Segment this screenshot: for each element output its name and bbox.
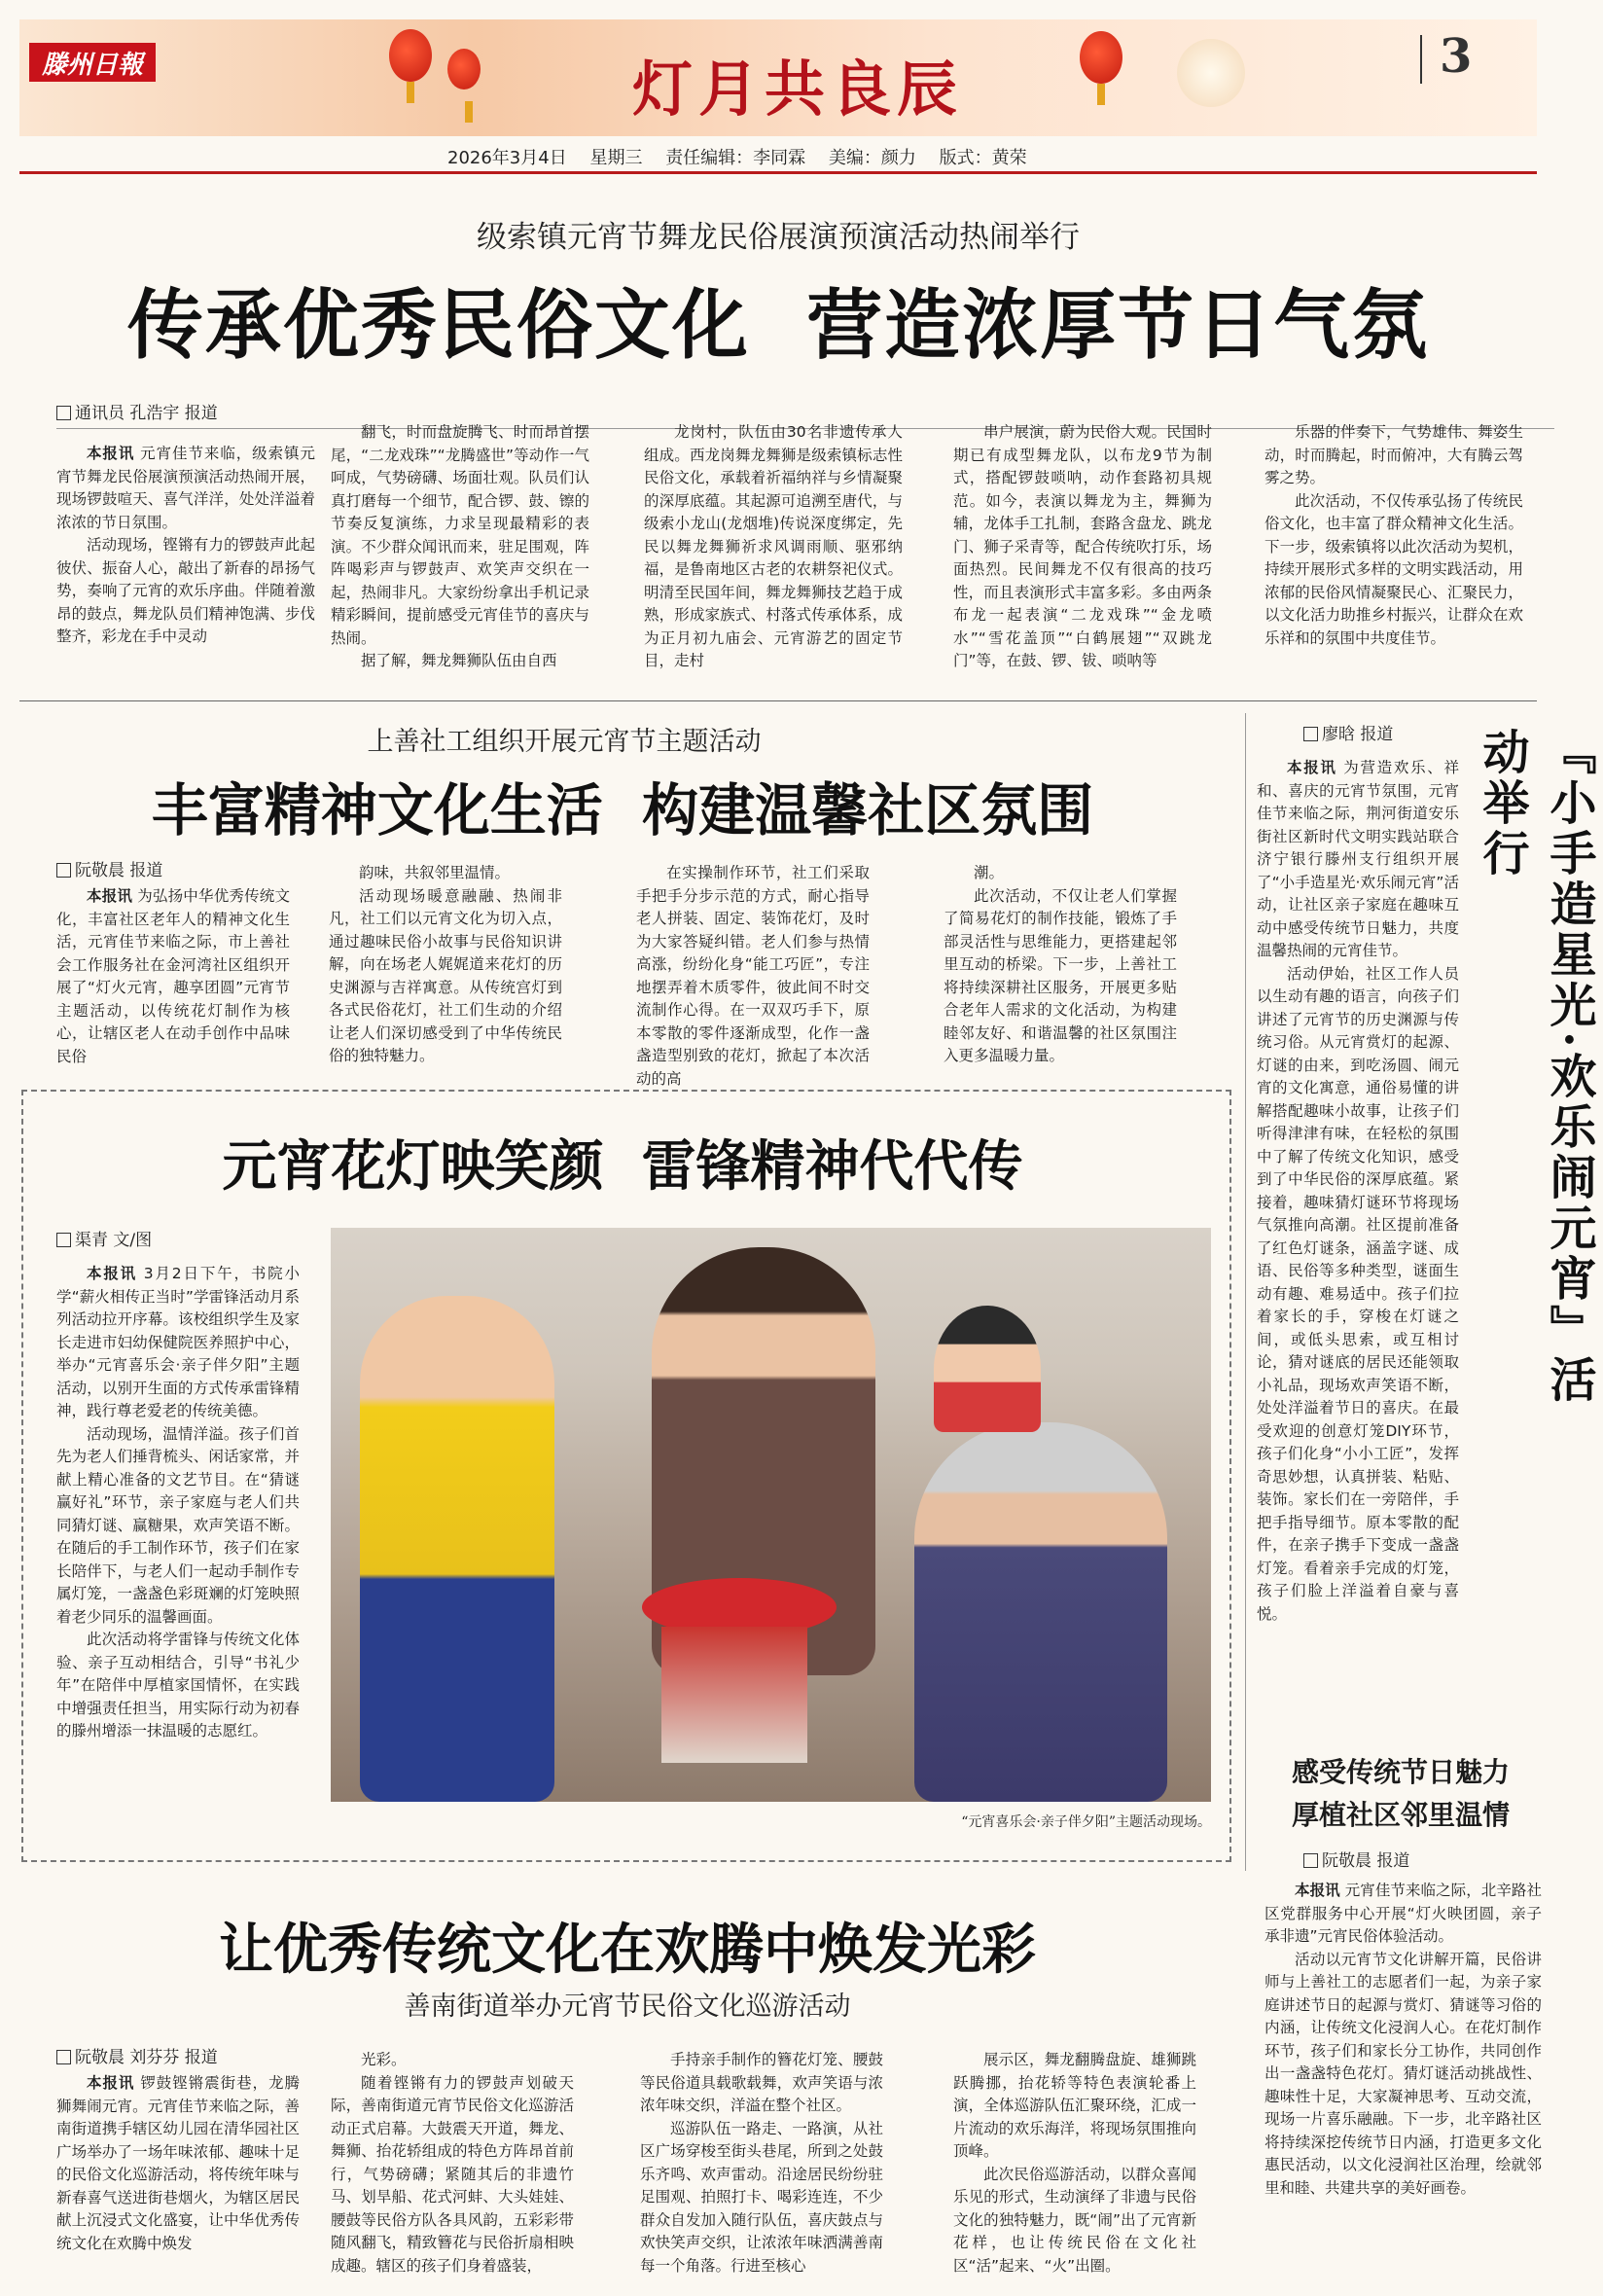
paragraph: 此次活动，不仅传承弘扬了传统民俗文化，也丰富了群众精神文化生活。下一步，级索镇将以此次活动为契机，持续开展形式多样的文明实践活动，用浓郁的民俗风情凝聚民心、汇聚民力，以文化活力助推乡村振兴，让群众在欢乐祥和的氛围中共度佳节。 — [1265, 491, 1523, 647]
paragraph: 翻飞，时而盘旋腾飞、时而昂首摆尾，“二龙戏珠”“龙腾盛世”等动作一气呵成，气势磅礴、场面壮观。队员们认真打磨每一个细节，配合锣、鼓、镲的节奏反复演练，力求呈现最精彩的表演。不少群众闻讯而来，驻足围观，阵阵喝彩声与锣鼓声、欢笑声交织在一起，热闹非凡。大家纷纷拿出手机记录精彩瞬间，提前感受元宵佳节的喜庆与热闹。 — [331, 423, 589, 647]
article2-col — [944, 862, 1177, 1080]
paragraph: 活动伊始，社区工作人员以生动有趣的语言，向孩子们讲述了元宵节的历史渊源与传统习俗。从元宵赏灯的起源、灯谜的由来，到吃汤圆、闹元宵的文化寓意，通俗易懂的讲解搭配趣味小故事，让孩子们听得津津有味，在轻松的氛围中了解了传统文化知识，感受到了中华民俗的深厚底蕴。紧接着，趣味猜灯谜环节将现场气氛推向高潮。社区提前准备了红色灯谜条，涵盖字谜、成语、民俗等多种类型，谜面生动有趣、难易适中。孩子们拉着家长的手，穿梭在灯谜之间，或低头思索，或互相讨论，猜对谜底的居民还能领取小礼品，现场欢声笑语不断，处处洋溢着节日的喜庆。在最受欢迎的创意灯笼DIY环节，孩子们化身“小小工匠”，发挥奇思妙想，认真拼装、粘贴、装饰。家长们在一旁陪伴，手把手指导细节。原本零散的配件，在亲子携手下变成一盏盏灯笼。看着亲手完成的灯笼，孩子们脸上洋溢着自豪与喜悦。 — [1257, 964, 1459, 1623]
issue-meta — [447, 144, 1045, 169]
lantern-icon — [1080, 31, 1122, 84]
paragraph: 活动现场暖意融融、热闹非凡，社工们以元宵文化为切入点，通过趣味民俗小故事与民俗知识讲解，向在场老人娓娓道来花灯的历史渊源与吉祥寓意。从传统宫灯到各式民俗花灯，社工们生动的介绍让老人们深切感受到了中华传统民俗的独特魅力。 — [329, 886, 562, 1064]
editor-credit: 责任编辑：李同霖 — [665, 148, 806, 168]
paragraph: 龙岗村，队伍由30名非遗传承人组成。西龙岗舞龙舞狮是级索镇标志性民俗文化，承载着祈福纳祥与乡情凝聚的深厚底蕴。其起源可追溯至唐代，与级索小龙山(龙烟堆)传说深度绑定，先民以舞龙舞狮祈求风调雨顺、驱邪纳福，是鲁南地区古老的农耕祭祀仪式。明清至民国年间，舞龙舞狮技艺趋于成熟，形成家族式、村落式传承体系，成为正月初九庙会、元宵游艺的固定节目，走村 — [644, 423, 903, 669]
article2-title: 丰富精神文化生活 构建温馨社区氛围 — [151, 777, 1094, 843]
student-figure — [934, 1306, 1041, 1432]
page-theme-title: 灯月共良辰 — [632, 54, 964, 125]
article5-title-line: 厚植社区邻里温情 — [1291, 1799, 1510, 1831]
paragraph: 本报讯 为营造欢乐、祥和、喜庆的元宵节氛围，元宵佳节来临之际，荆河街道安乐街社区新时代文明实践站联合济宁银行滕州支行组织开展了“小手造星光·欢乐闹元宵”活动，让社区亲子家庭在趣味互动中感受传统节日魅力，共度温馨热闹的元宵佳节。 — [1257, 759, 1459, 959]
paragraph: 本报讯 元宵佳节来临之际，北辛路社区党群服务中心开展“灯火映团圆，亲子承非遗”元宵民俗体验活动。 — [1265, 1882, 1542, 1945]
article6-col — [640, 2049, 883, 2291]
article4-col — [1257, 757, 1459, 1730]
paragraph: 展示区，舞龙翻腾盘旋、雄狮跳跃腾挪，抬花轿等特色表演轮番上演，全体巡游队伍汇聚环绕，汇成一片流动的欢乐海洋，将现场氛围推向顶峰。 — [953, 2051, 1196, 2160]
article2-col — [636, 862, 870, 1088]
article6-col — [56, 2072, 300, 2291]
paragraph: 串户展演，蔚为民俗大观。民国时期已有成型舞龙队，以布龙9节为制式，搭配锣鼓唢呐，动作套路初具规范。如今，表演以舞龙为主，舞狮为辅，龙体手工扎制，套路含盘龙、跳龙门、狮子采青等，配合传统吹打乐，场面热烈。民间舞龙不仅有很高的技巧性，而且表演形式丰富多彩。多由两条布龙一起表演“二龙戏珠”“金龙喷水”“雪花盖顶”“白鹤展翅”“双跳龙门”等，在鼓、锣、钹、唢呐等 — [953, 423, 1212, 669]
article3-photo — [331, 1228, 1211, 1802]
article1-col — [953, 421, 1212, 681]
article6-col — [331, 2049, 574, 2291]
article1-subtitle: 级索镇元宵节舞龙民俗展演预演活动热闹举行 — [477, 220, 1080, 255]
art-credit: 美编：颜力 — [828, 148, 916, 168]
article1-col — [1265, 421, 1523, 681]
article6-byline: 阮敬晨 刘芬芬 报道 — [56, 2043, 218, 2067]
article1-title: 传承优秀民俗文化 营造浓厚节日气氛 — [126, 282, 1430, 370]
lantern-icon — [447, 49, 481, 90]
paragraph: 随着铿锵有力的锣鼓声划破天际，善南街道元宵节民俗文化巡游活动正式启幕。大鼓震天开道，舞龙、舞狮、抬花轿组成的特色方阵昂首前行，气势磅礴；紧随其后的非遗竹马、划旱船、花式河蚌、大头娃娃、腰鼓等民俗方队各具风韵，五彩彩带随风翻飞，精致簪花与民俗折扇相映成趣。辖区的孩子们身着盛装， — [331, 2073, 574, 2275]
paragraph: 本报讯 锣鼓铿锵震街巷，龙腾狮舞闹元宵。元宵佳节来临之际，善南街道携手辖区幼儿园在清华园社区广场举办了一场年味浓郁、趣味十足的民俗文化巡游活动，将传统年味与新春喜气送进街巷烟火，为辖区居民献上沉浸式文化盛宴，让中华优秀传统文化在欢腾中焕发 — [56, 2074, 300, 2252]
paragraph: 据了解，舞龙舞狮队伍由自西 — [361, 652, 557, 669]
article2-subtitle: 上善社工组织开展元宵节主题活动 — [367, 727, 762, 757]
article4-title: 『小手造星光·欢乐闹元宵』活动举行 — [1475, 728, 1596, 1406]
page-number: 3 — [1440, 29, 1473, 84]
paragraph: 在实操制作环节，社工们采取手把手分步示范的方式，耐心指导老人拼装、固定、装饰花灯，及时为大家答疑纠错。老人们参与热情高涨，纷纷化身“能工巧匠”，专注地摆弄着木质零件，彼此间不时交流制作心得。在一双双巧手下，原本零散的零件逐渐成型，化作一盏盏造型别致的花灯，掀起了本次活动的高 — [636, 864, 870, 1088]
article3-byline: 渠青 文/图 — [56, 1226, 152, 1250]
paragraph: 此次民俗巡游活动，以群众喜闻乐见的形式，生动演绎了非遗与民俗文化的独特魅力，既“闹”出了元宵新花样，也让传统民俗在文化社区“活”起来、“火”出圈。 — [953, 2165, 1196, 2275]
article3-col — [56, 1263, 300, 1842]
article1-body — [56, 423, 1554, 681]
article6-col — [953, 2049, 1196, 2291]
elder-figure — [914, 1422, 1167, 1802]
issue-weekday: 星期三 — [589, 148, 643, 168]
lantern-icon — [389, 29, 432, 82]
article2-col — [329, 862, 562, 1080]
article2-col — [56, 885, 290, 1080]
paragraph: 本报讯 元宵佳节来临，级索镇元宵节舞龙民俗展演预演活动热闹开展，现场锣鼓喧天、喜气洋洋，处处洋溢着浓浓的节日氛围。 — [56, 445, 315, 531]
article1-col — [331, 421, 589, 681]
paragraph: 活动现场，温情洋溢。孩子们首先为老人们捶背梳头、闲话家常，并献上精心准备的文艺节目。在“猜谜赢好礼”环节，亲子家庭与老人们共同猜灯谜、赢糖果，欢声笑语不断。在随后的手工制作环节，孩子们在家长陪伴下，与老人们一起动手制作专属灯笼，一盏盏色彩斑斓的灯笼映照着老少同乐的温馨画面。 — [56, 1424, 300, 1626]
paragraph: 巡游队伍一路走、一路演，从社区广场穿梭至街头巷尾，所到之处鼓乐齐鸣、欢声雷动。沿途居民纷纷驻足围观、拍照打卡、喝彩连连，不少群众自发加入随行队伍，喜庆鼓点与欢快笑声交织，让浓浓年味洒满善南每一个角落。行进至核心 — [640, 2119, 883, 2275]
paragraph: 韵味，共叙邻里温情。 — [359, 864, 511, 881]
article5-title — [1255, 1751, 1547, 1837]
paragraph: 此次活动，不仅让老人们掌握了简易花灯的制作技能，锻炼了手部灵活性与思维能力，更搭建起邻里互动的桥梁。下一步，上善社工将持续深耕社区服务，开展更多贴合老年人需求的文化活动，为构建睦邻友好、和谐温馨的社区氛围注入更多温暖力量。 — [944, 886, 1177, 1064]
paragraph: 手持亲手制作的簪花灯笼、腰鼓等民俗道具载歌载舞，欢声笑语与浓浓年味交织，洋溢在整个社区。 — [640, 2051, 883, 2114]
article2-byline: 阮敬晨 报道 — [56, 856, 162, 880]
article5-col — [1265, 1880, 1542, 2288]
paragraph: 光彩。 — [361, 2051, 407, 2068]
header-rule — [19, 171, 1537, 174]
child-figure — [360, 1296, 554, 1802]
paragraph: 此次活动将学雷锋与传统文化体验、亲子互动相结合，引导“书礼少年”在陪伴中厚植家国情怀，在实践中增强责任担当，用实际行动为初春的滕州增添一抹温暖的志愿红。 — [56, 1631, 300, 1740]
issue-date: 2026年3月4日 — [447, 148, 567, 168]
article6-subtitle: 善南街道举办元宵节民俗文化巡游活动 — [404, 1991, 851, 2022]
paragraph: 活动以元宵节文化讲解开篇，民俗讲师与上善社工的志愿者们一起，为亲子家庭讲述节日的起源与赏灯、猜谜等习俗的内涵，让传统文化浸润人心。在花灯制作环节，孩子们和家长分工协作，共同创作出一盏盏特色花灯。猜灯谜活动挑战性、趣味性十足，大家凝神思考、互动交流，现场一片喜乐融融。下一步，北辛路社区将持续深挖传统节日内涵，打造更多文化惠民活动，以文化浸润社区治理，绘就邻里和睦、共建共享的美好画卷。 — [1265, 1950, 1542, 2197]
article4-byline: 廖晗 报道 — [1303, 720, 1393, 744]
page-number-divider — [1420, 35, 1422, 84]
article5-title-line: 感受传统节日魅力 — [1291, 1756, 1510, 1788]
paragraph: 本报讯 3月2日下午，书院小学“薪火相传正当时”学雷锋活动月系列活动拉开序幕。该校组织学生及家长走进市妇幼保健院医养照护中心，举办“元宵喜乐会·亲子伴夕阳”主题活动，以别开生面的方式传承雷锋精神，践行尊老爱老的传统美德。 — [56, 1265, 300, 1419]
paragraph: 乐器的伴奏下，气势雄伟、舞姿生动，时而腾起，时而俯冲，大有腾云驾雾之势。 — [1265, 423, 1523, 486]
article1-col — [644, 421, 903, 681]
layout-credit: 版式：黄荣 — [939, 148, 1027, 168]
photo-caption: “元宵喜乐会·亲子伴夕阳”主题活动现场。 — [961, 1814, 1211, 1830]
lantern-craft — [661, 1627, 807, 1763]
article5-byline: 阮敬晨 报道 — [1303, 1847, 1409, 1871]
right-column-rule — [1245, 713, 1246, 1871]
paragraph: 潮。 — [974, 864, 1005, 881]
paragraph: 本报讯 为弘扬中华优秀传统文化，丰富社区老年人的精神文化生活，元宵佳节来临之际，市上善社会工作服务社在金河湾社区组织开展了“灯火元宵，趣享团圆”元宵节主题活动，以传统花灯制作为核心，让辖区老人在动手创作中品味民俗 — [56, 887, 290, 1065]
page-header — [0, 0, 1556, 170]
article1-col — [56, 443, 315, 681]
paragraph: 活动现场，铿锵有力的锣鼓声此起彼伏、振奋人心，敲出了新春的昂扬气势，奏响了元宵的欢乐序曲。伴随着激昂的鼓点，舞龙队员们精神饱满、步伐整齐，彩龙在手中灵动 — [56, 536, 315, 645]
newspaper-logo: 滕州日報 — [29, 43, 156, 82]
article6-title: 让优秀传统文化在欢腾中焕发光彩 — [219, 1918, 1036, 1982]
article1-byline: 通讯员 孔浩宇 报道 — [56, 399, 218, 423]
moon-icon — [1177, 39, 1245, 107]
section-rule — [19, 700, 1537, 701]
article3-title: 元宵花灯映笑颜 雷锋精神代代传 — [222, 1134, 1023, 1199]
